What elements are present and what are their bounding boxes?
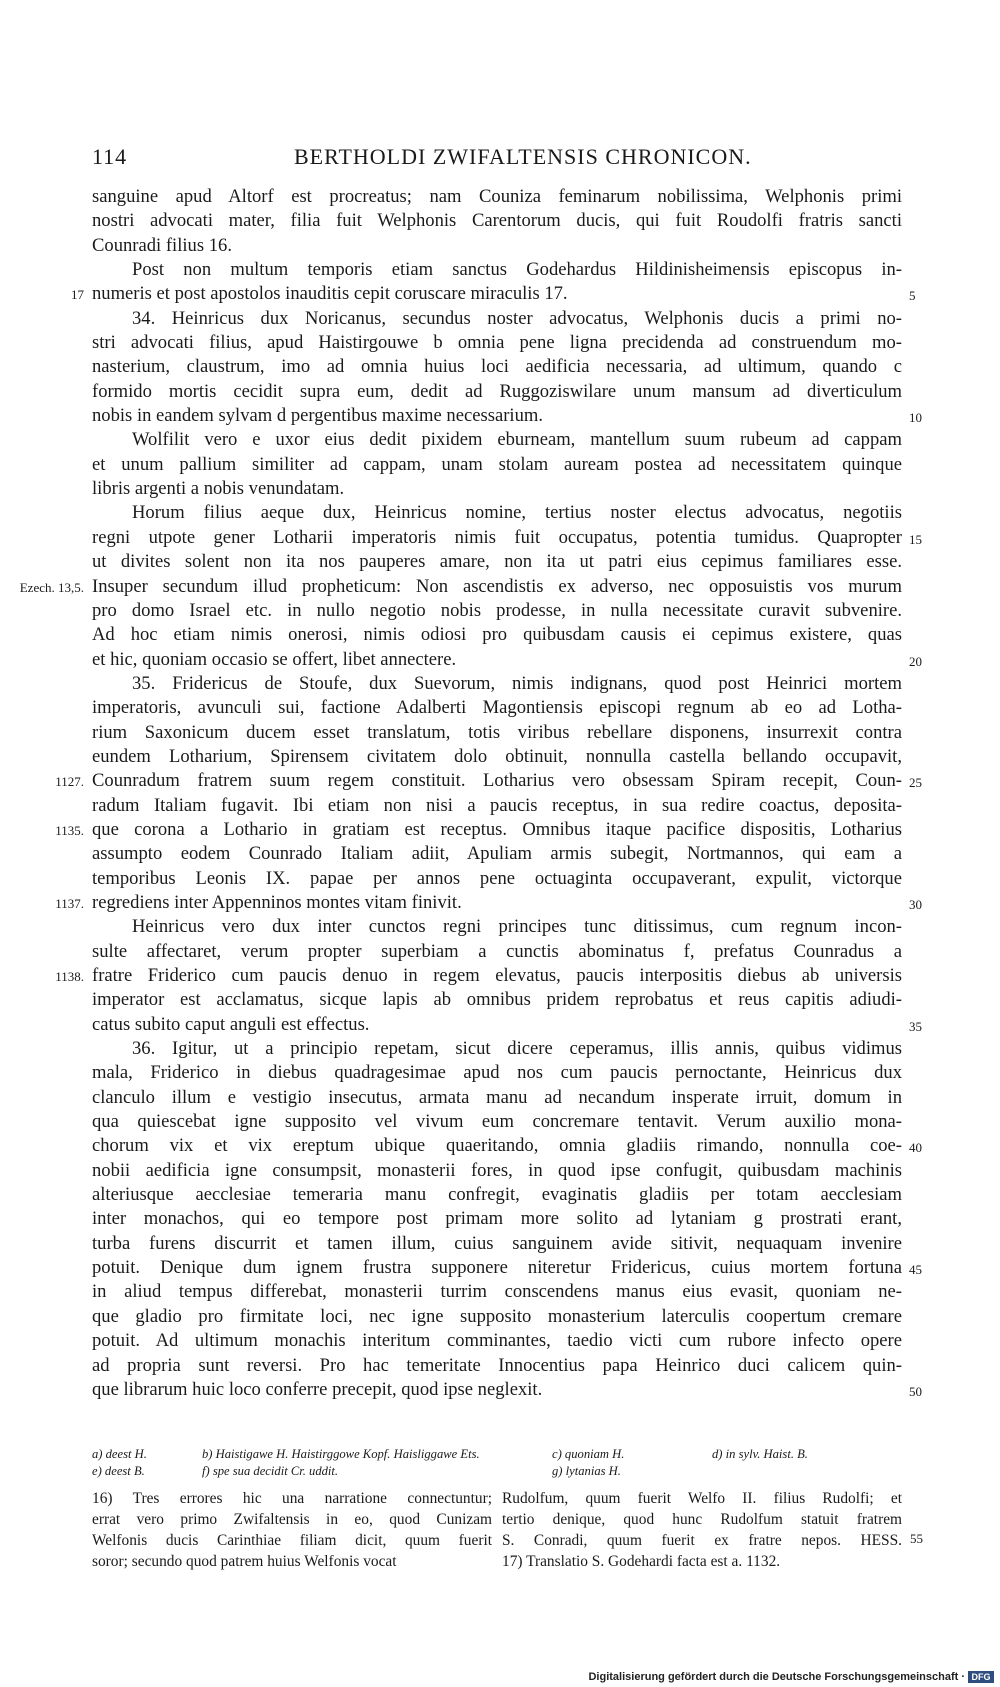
line-text: catus subito caput anguli est effectus. xyxy=(92,1013,370,1035)
apparatus-note: b) Haistigawe H. Haistirggowe Kopf. Haisliggawe Ets. xyxy=(202,1447,480,1461)
text-line xyxy=(92,867,902,891)
line-text: Ad hoc etiam nimis onerosi, nimis odiosi pro quibusdam causis ei cepimus existere, quas xyxy=(92,624,902,646)
text-line xyxy=(92,1134,922,1158)
text-line xyxy=(92,1110,902,1134)
text-line xyxy=(92,1305,902,1329)
line-text: Wolfilit vero e uxor eius dedit pixidem eburneam, mantellum suum rubeum ad cappam xyxy=(132,429,902,451)
commentary-line: S. Conradi, quum fuerit ex fratre nepos. HESS. xyxy=(502,1532,902,1549)
text-line xyxy=(92,915,902,939)
credit-text: Digitalisierung gefördert durch die Deutsche Forschungsgemeinschaft · xyxy=(588,1671,965,1683)
line-text: 34. Heinricus dux Noricanus, secundus noster advocatus, Welphonis ducis a primi no- xyxy=(132,307,902,329)
page-number: 114 xyxy=(92,144,128,169)
line-number: 25 xyxy=(909,775,922,791)
line-number: 35 xyxy=(909,1018,922,1034)
line-number: 55 xyxy=(910,1531,923,1546)
line-text: eundem Lotharium, Spirensem civitatem dolo obtinuit, nonnulla castella bellando occupavit, xyxy=(92,745,902,767)
text-line xyxy=(92,1183,902,1207)
line-text: imperator est acclamatus, sicque lapis ab omnibus pridem reprobatus et reus capitis adiudi- xyxy=(92,989,902,1011)
text-line xyxy=(55,818,902,842)
line-text: assumpto eodem Counrado Italiam adiit, Apuliam armis subegit, Nortmannos, qui eam a xyxy=(92,843,902,865)
commentary-line: soror; secundo quod patrem huius Welfonis vocat xyxy=(92,1553,397,1570)
line-text: sanguine apud Altorf est procreatus; nam Couniza feminarum nobilissima, Welphonis primi xyxy=(92,186,902,207)
line-text: regni utpote gener Lotharii imperatoris nimis fuit occupatus, potentia tumidus. Quapropter xyxy=(92,526,902,548)
commentary-column-left xyxy=(92,1488,492,1572)
line-text: ad propria sunt reversi. Pro hac temeritate Innocentius papa Heinrico duci calicem quin- xyxy=(92,1354,902,1376)
apparatus-note: f) spe sua decidit Cr. uddit. xyxy=(202,1464,339,1478)
text-line xyxy=(92,842,902,866)
text-line xyxy=(92,1013,922,1037)
apparatus-note: d) in sylv. Haist. B. xyxy=(712,1447,808,1461)
text-line xyxy=(92,648,922,672)
text-line xyxy=(92,404,922,428)
apparatus-note: g) lytanias H. xyxy=(552,1464,621,1478)
text-line xyxy=(92,696,902,720)
line-text: 35. Fridericus de Stoufe, dux Suevorum, nimis indignans, quod post Heinrici mortem xyxy=(132,672,902,694)
line-text: imperatoris, avunculi sui, factione Adalberti Magontiensis episcopi regnum ab eo ad Lotha- xyxy=(92,697,902,719)
text-line xyxy=(92,453,902,477)
line-number: 30 xyxy=(909,896,922,912)
line-text: Post non multum temporis etiam sanctus Godehardus Hildinisheimensis episcopus in- xyxy=(132,259,902,281)
line-text: Heinricus vero dux inter cunctos regni principes tunc ditissimus, cum regnum incon- xyxy=(132,916,902,938)
line-number: 50 xyxy=(909,1383,922,1399)
dfg-logo-icon: DFG xyxy=(968,1671,994,1683)
margin-note: 17 xyxy=(71,287,84,303)
line-text: Insuper secundum illud propheticum: Non ascendistis ex adverso, nec opposuistis vos murum xyxy=(92,575,902,597)
line-text: Counradum fratrem suum regem constituit. Lotharius vero obsessam Spiram recepit, Coun- xyxy=(92,770,902,792)
line-text: regrediens inter Appenninos montes vitam finivit. xyxy=(92,891,462,913)
line-text: potuit. Ad ultimum monachis interitum comminantes, taedio victi cum rubore infecto opere xyxy=(92,1330,902,1352)
line-text: alteriusque aecclesiae temeraria manu confregit, evaginatis gladiis per totam aecclesiam xyxy=(92,1184,902,1206)
line-text: qua quiescebat igne supposito vel vivum eum concremare tentavit. Verum auxilio mona- xyxy=(92,1111,902,1133)
line-text: Horum filius aeque dux, Heinricus nomine, tertius noster electus advocatus, negotiis xyxy=(132,502,902,524)
apparatus-note: e) deest B. xyxy=(92,1464,145,1478)
line-text: stri advocati filius, apud Haistirgouwe b omnia pene ligna precidenda ad construendum mo- xyxy=(92,332,902,354)
text-line xyxy=(92,550,902,574)
text-line xyxy=(92,477,902,501)
line-text: ut divites solent non ita nos pauperes amare, non ita ut patri eius cepimus familiares esse. xyxy=(92,551,902,573)
commentary-line: Rudolfum, quum fuerit Welfo II. filius Rudolfi; et xyxy=(502,1490,902,1507)
line-text: que corona a Lothario in gratiam est receptus. Omnibus itaque pacifice dispositis, Lotharius xyxy=(92,818,902,840)
margin-note: 1127. xyxy=(55,774,84,790)
commentary-column-right xyxy=(502,1488,902,1572)
text-line xyxy=(92,307,902,331)
line-text: rium Saxonicum ducem esset translatum, totis viribus rebellare disponens, insurrexit contra xyxy=(92,721,902,743)
page-header xyxy=(92,144,912,176)
line-number: 10 xyxy=(909,410,922,426)
apparatus-note: a) deest H. xyxy=(92,1447,147,1461)
text-line xyxy=(92,355,902,379)
text-line xyxy=(92,1280,902,1304)
line-text: que gladio pro firmitate loci, nec igne supposito monasterium laterculis coopertum cremare xyxy=(92,1305,902,1327)
text-line xyxy=(92,794,902,818)
line-text: clanculo illum e vestigio insecutus, armata manu ad necandum insperate irruit, domum in xyxy=(92,1086,902,1108)
commentary-line: errat vero primo Zwifaltensis in eo, quod Cunizam xyxy=(92,1511,492,1528)
line-number: 15 xyxy=(909,531,922,547)
text-line xyxy=(92,185,902,209)
text-line xyxy=(92,331,902,355)
text-line xyxy=(92,1232,902,1256)
text-line xyxy=(19,575,902,599)
line-text: turba furens discurrit et tamen illum, cuius sanguinem avide sitivit, nequaquam invenire xyxy=(92,1232,902,1254)
margin-note: 1137. xyxy=(55,895,84,911)
text-line xyxy=(92,258,902,282)
text-line xyxy=(92,988,902,1012)
text-line xyxy=(92,1061,902,1085)
digitization-credit xyxy=(588,1671,994,1683)
text-line xyxy=(92,234,902,258)
line-text: et unum pallium similiter ad cappam, unam stolam auream postea ad necessitatem quinque xyxy=(92,453,902,475)
line-text: 36. Igitur, ut a principio repetam, sicut dicere ceperamus, illis annis, quibus vidimus xyxy=(132,1038,902,1060)
line-number: 45 xyxy=(909,1262,922,1278)
text-line xyxy=(92,380,902,404)
line-text: libris argenti a nobis venundatam. xyxy=(92,478,345,500)
running-title: BERTHOLDI ZWIFALTENSIS CHRONICON. xyxy=(294,144,752,169)
text-line xyxy=(92,1207,902,1231)
line-text: nobis in eandem sylvam d pergentibus maxime necessarium. xyxy=(92,405,543,427)
text-line xyxy=(92,599,902,623)
line-text: nasterium, claustrum, imo ad omnia huius loci aedificia necessaria, ad ultimum, quando c xyxy=(92,356,902,378)
commentary-line: 16) Tres errores hic una narratione connectuntur; xyxy=(92,1490,492,1507)
line-text: Counradi filius 16. xyxy=(92,234,232,256)
text-line xyxy=(55,964,902,988)
text-line xyxy=(92,940,902,964)
text-line xyxy=(92,1037,902,1061)
line-text: nobii aedificia igne consumpsit, monasterii fores, in quod ipse confugit, quibusdam machinis xyxy=(92,1159,902,1181)
commentary-line: Welfonis ducis Carinthiae filiam dicit, quum fuerit xyxy=(92,1532,492,1549)
text-line xyxy=(92,672,902,696)
line-text: inter monachos, qui eo tempore post primam more solito ad lytaniam g prostrati erant, xyxy=(92,1208,902,1230)
text-line xyxy=(92,745,902,769)
critical-apparatus xyxy=(92,1446,902,1480)
margin-note: 1135. xyxy=(55,822,84,838)
line-text: numeris et post apostolos inauditis cepit coruscare miraculis 17. xyxy=(92,283,568,305)
line-text: chorum vix et vix ereptum ubique quaeritando, omnia gladiis rimando, nonnulla coe- xyxy=(92,1135,902,1157)
margin-note: 1138. xyxy=(55,969,84,984)
line-number: 20 xyxy=(909,653,922,669)
line-number: 5 xyxy=(909,288,916,304)
text-line xyxy=(92,1378,922,1402)
text-line xyxy=(92,428,902,452)
line-text: radum Italiam fugavit. Ibi etiam non nisi a paucis receptus, in sua redire coactus, deposita- xyxy=(92,794,902,816)
line-text: formido mortis cecidit supra eum, dedit ad Ruggoziswilare unum mansum ad diverticulum xyxy=(92,380,902,402)
text-line xyxy=(55,891,922,915)
text-line xyxy=(71,282,916,306)
text-line xyxy=(92,721,902,745)
text-line xyxy=(92,623,902,647)
apparatus-note: c) quoniam H. xyxy=(552,1447,625,1461)
line-text: nostri advocati mater, filia fuit Welphonis Carentorum ducis, qui fuit Roudolfi fratris sancti xyxy=(92,210,902,232)
line-text: potuit. Denique dum ignem frustra supponere niteretur Fridericus, cuius mortem fortuna xyxy=(92,1257,902,1279)
line-number: 40 xyxy=(909,1140,922,1156)
chronicle-text xyxy=(19,185,922,1402)
text-line xyxy=(92,1159,902,1183)
margin-note: Ezech. 13,5. xyxy=(19,579,84,595)
line-text: et hic, quoniam occasio se offert, libet annectere. xyxy=(92,648,457,670)
commentary-line: 17) Translatio S. Godehardi facta est a. 1132. xyxy=(502,1553,781,1570)
text-line xyxy=(92,209,902,233)
text-line xyxy=(92,1086,902,1110)
text-line xyxy=(55,769,922,793)
line-text: mala, Friderico in diebus quadragesimae apud nos cum paucis pernoctante, Heinricus dux xyxy=(92,1062,902,1084)
text-line xyxy=(92,1329,902,1353)
text-line xyxy=(92,526,922,550)
line-text: fratre Friderico cum paucis denuo in regem elevatus, paucis interpositis diebus ab universis xyxy=(92,965,902,986)
apparatus-row xyxy=(92,1446,902,1463)
line-text: in aliud tempus differebat, monasterii turrim conscendens manus eius evasit, quoniam ne- xyxy=(92,1281,902,1303)
line-text: sulte affectaret, verum propter superbiam a cunctis abominatus f, prefatus Counradus a xyxy=(92,940,902,962)
apparatus-row xyxy=(92,1463,902,1480)
line-text: pro domo Israel etc. in nullo negotio nobis prodesse, in nulla necessitate curavit subvenire. xyxy=(92,599,902,621)
text-line xyxy=(92,501,902,525)
line-text: temporibus Leonis IX. papae per annos pene octuaginta occupaverant, expulit, victorque xyxy=(92,867,902,889)
commentary-line: tertio denique, quod hunc Rudolfum statuit fratrem xyxy=(502,1511,902,1528)
text-line xyxy=(92,1354,902,1378)
text-line xyxy=(92,1256,922,1280)
line-text: que librarum huic loco conferre precepit, quod ipse neglexit. xyxy=(92,1378,543,1400)
